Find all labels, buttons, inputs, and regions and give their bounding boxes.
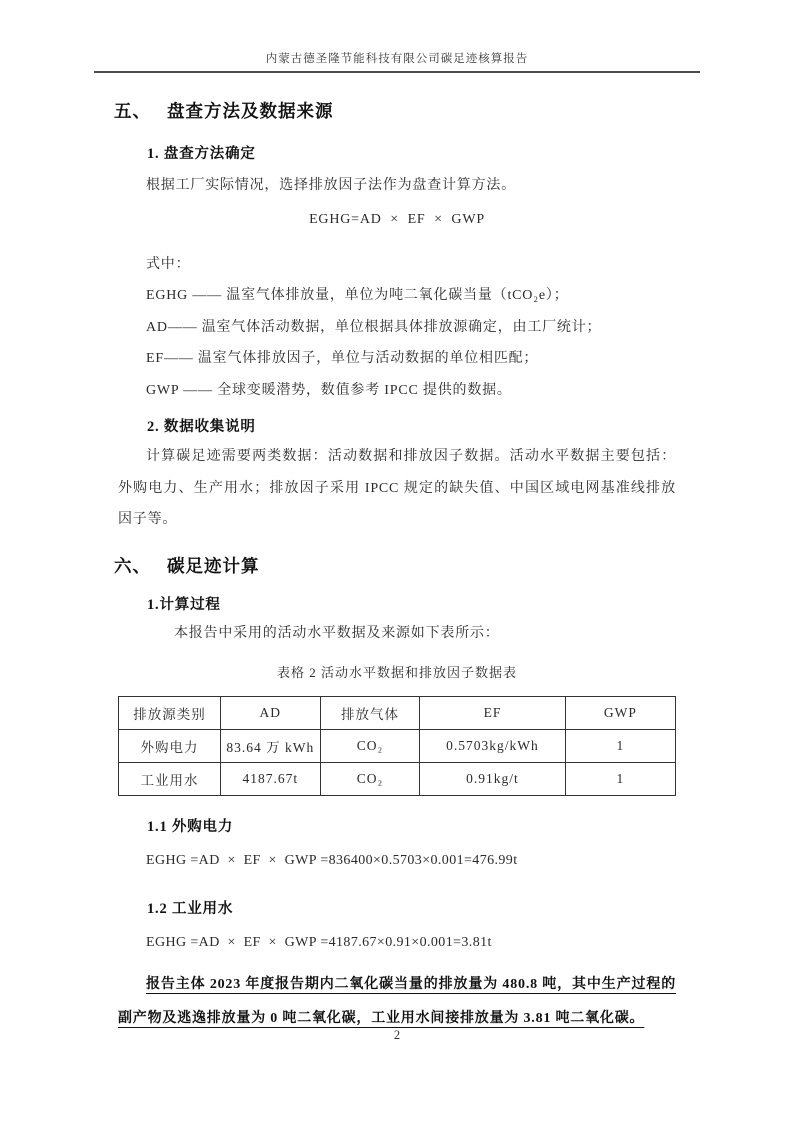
cell-gas: CO₂ (320, 762, 420, 795)
col-header-ef: EF (420, 696, 565, 729)
col-header-gas: 排放气体 (320, 696, 420, 729)
cell-ef: 0.91kg/t (420, 762, 565, 795)
section5-sub2-heading: 2. 数据收集说明 (147, 419, 256, 435)
table-row (119, 729, 676, 762)
term-gwp: GWP —— 全球变暖潜势，数值参考 IPCC 提供的数据。 (146, 382, 512, 398)
table-row (119, 762, 676, 795)
formula-intro: 式中： (146, 257, 191, 272)
section6-title: 碳足迹计算 (167, 555, 260, 576)
header-title: 内蒙古德圣隆节能科技有限公司碳足迹核算报告 (265, 53, 529, 65)
cell-source: 外购电力 (119, 729, 221, 762)
col-header-source: 排放源类别 (119, 696, 221, 729)
formula-term-definitions (118, 280, 676, 406)
cell-ad: 4187.67t (220, 762, 320, 795)
section6-sub12-heading: 1.2 工业用水 (147, 900, 234, 917)
document-content (114, 99, 676, 1036)
section6-sub11-heading: 1.1 外购电力 (147, 818, 234, 835)
term-eghg: EGHG —— 温室气体排放量，单位为吨二氧化碳当量（tCO₂e）； (146, 288, 569, 303)
table-intro: 本报告中采用的活动水平数据及来源如下表所示： (174, 625, 500, 641)
col-header-ad: AD (220, 696, 320, 729)
cell-gwp: 1 (565, 762, 675, 795)
section5-para2: 计算碳足迹需要两类数据：活动数据和排放因子数据。活动水平数据主要包括：外购电力、生产用水；排放因子采用 IPCC 规定的缺失值、中国区域电网基准线排放因子等。 (118, 449, 676, 527)
section5-title: 盘查方法及数据来源 (167, 101, 334, 121)
section6-sub1-heading: 1.计算过程 (147, 596, 221, 613)
document-header (94, 0, 700, 73)
page-footer (0, 1028, 794, 1043)
cell-ad: 83.64 万 kWh (220, 729, 320, 762)
section5-sub1-heading: 1. 盘查方法确定 (147, 146, 256, 162)
ghg-formula: EGHG=AD × EF × GWP (309, 212, 485, 227)
water-calculation: EGHG =AD × EF × GWP =4187.67×0.91×0.001=3.81t (146, 934, 492, 950)
section5-heading (114, 99, 676, 123)
cell-gwp: 1 (565, 729, 675, 762)
cell-ef: 0.5703kg/kWh (420, 729, 565, 762)
term-ad: AD—— 温室气体活动数据，单位根据具体排放源确定，由工厂统计； (146, 319, 602, 335)
cell-gas: CO₂ (320, 729, 420, 762)
table-caption: 表格 2 活动水平数据和排放因子数据表 (276, 664, 517, 680)
conclusion-statement: 报告主体 2023 年度报告期内二氧化碳当量的排放量为 480.8 吨，其中生产过程的副产物及逃逸排放量为 0 吨二氧化碳，工业用水间接排放量为 3.81 吨二氧化碳。 (118, 976, 676, 1026)
page-number: 2 (393, 1028, 401, 1042)
table-header-row (119, 696, 676, 729)
section5-number: 五、 (114, 101, 151, 121)
col-header-gwp: GWP (565, 696, 675, 729)
section6-heading (114, 554, 676, 578)
cell-source: 工业用水 (119, 762, 221, 795)
section5-para1: 根据工厂实际情况，选择排放因子法作为盘查计算方法。 (146, 178, 516, 193)
term-ef: EF—— 温室气体排放因子，单位与活动数据的单位相匹配； (146, 351, 539, 366)
activity-data-table (118, 696, 676, 796)
section6-number: 六、 (114, 555, 151, 576)
electricity-calculation: EGHG =AD × EF × GWP =836400×0.5703×0.001=476.99t (146, 852, 518, 868)
